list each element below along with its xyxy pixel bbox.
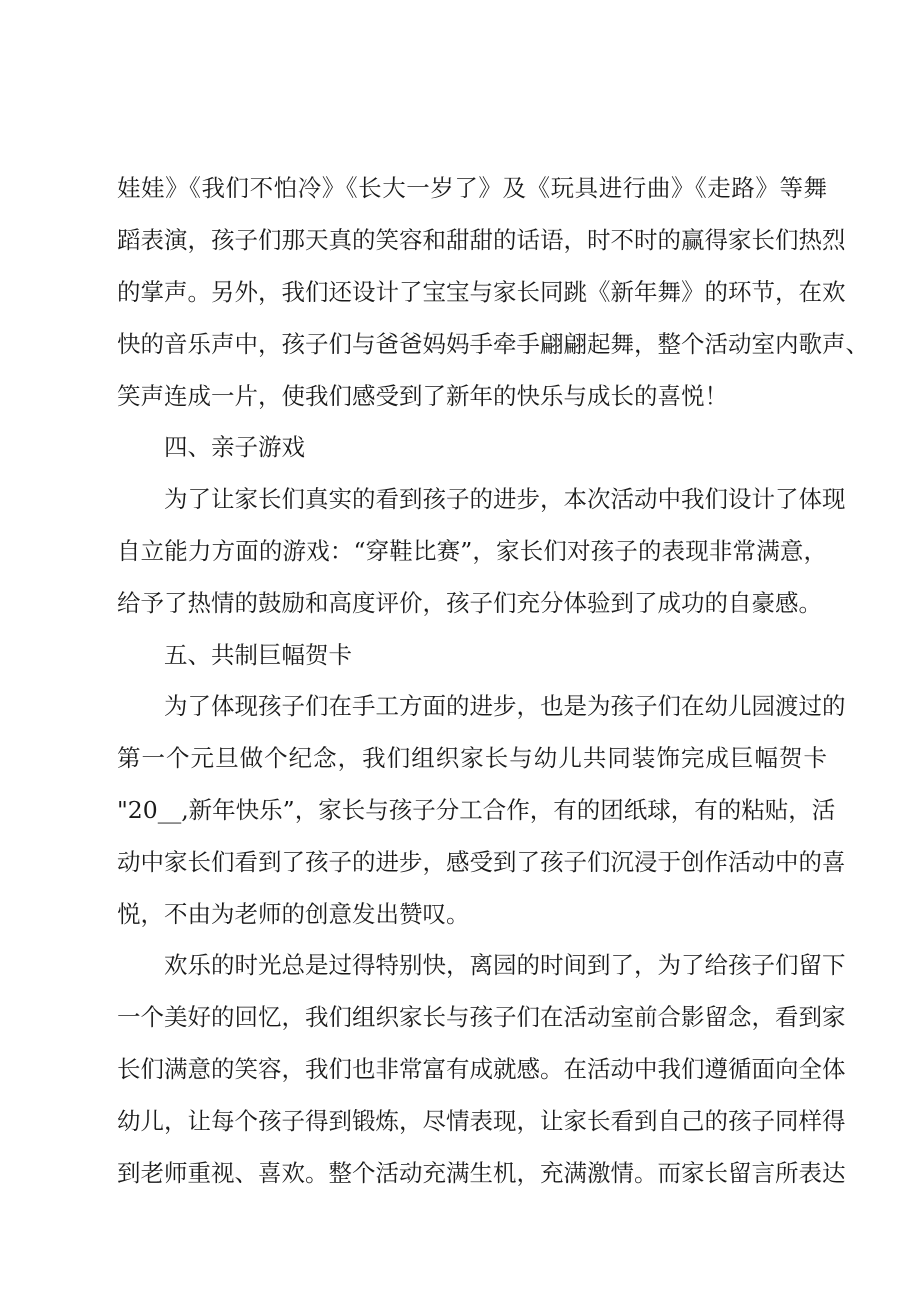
body-text-line: 笑声连成一片，使我们感受到了新年的快乐与成长的喜悦！: [117, 382, 728, 410]
body-text-line: 蹈表演，孩子们那天真的笑容和甜甜的话语，时不时的赢得家长们热烈: [117, 226, 846, 254]
paragraph-first-line: 为了体现孩子们在手工方面的进步，也是为孩子们在幼儿园渡过的: [164, 692, 846, 720]
body-text-line: 到老师重视、喜欢。整个活动充满生机，充满激情。而家长留言所表达: [117, 1159, 846, 1187]
section-heading: 五、共制巨幅贺卡: [164, 641, 352, 669]
body-text-line: 悦，不由为老师的创意发出赞叹。: [117, 900, 470, 928]
body-text-line: 长们满意的笑容，我们也非常富有成就感。在活动中我们遵循面向全体: [117, 1055, 846, 1083]
body-text-line: 自立能力方面的游戏：“穿鞋比赛”，家长们对孩子的表现非常满意，: [117, 537, 827, 565]
body-text-line: "20__,新年快乐”，家长与孩子分工合作，有的团纸球，有的粘贴，活: [117, 796, 836, 824]
section-heading: 四、亲子游戏: [164, 433, 305, 461]
body-text-line: 动中家长们看到了孩子的进步，感受到了孩子们沉浸于创作活动中的喜: [117, 848, 846, 876]
body-text-line: 娃娃》《我们不怕冷》《长大一岁了》及《玩具进行曲》《走路》等舞: [117, 174, 827, 202]
paragraph-first-line: 欢乐的时光总是过得特别快，离园的时间到了，为了给孩子们留下: [164, 951, 846, 979]
body-text-line: 快的音乐声中，孩子们与爸爸妈妈手牵手翩翩起舞，整个活动室内歌声、: [117, 330, 869, 358]
body-text-line: 幼儿，让每个孩子得到锻炼，尽情表现，让家长看到自己的孩子同样得: [117, 1107, 846, 1135]
body-text-line: 一个美好的回忆，我们组织家长与孩子们在活动室前合影留念，看到家: [117, 1003, 846, 1031]
paragraph-first-line: 为了让家长们真实的看到孩子的进步，本次活动中我们设计了体现: [164, 485, 846, 513]
body-text-line: 给予了热情的鼓励和高度评价，孩子们充分体验到了成功的自豪感。: [117, 589, 822, 617]
body-text-line: 第一个元旦做个纪念，我们组织家长与幼儿共同装饰完成巨幅贺卡: [117, 744, 827, 772]
body-text-line: 的掌声。另外，我们还设计了宝宝与家长同跳《新年舞》的环节，在欢: [117, 278, 846, 306]
